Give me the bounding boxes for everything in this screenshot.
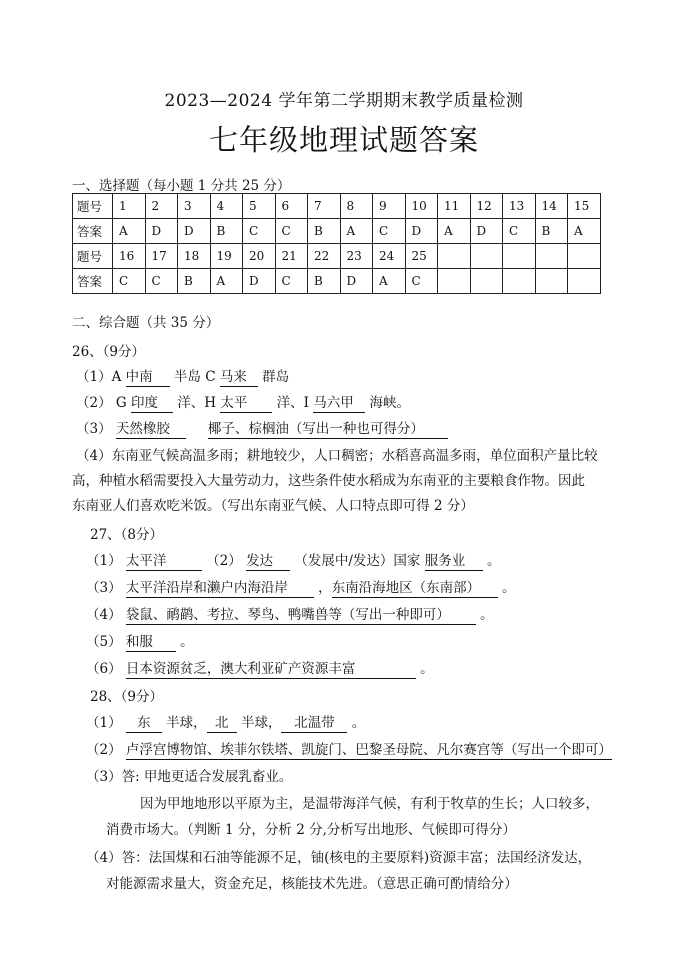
- answer-blank: 和服: [126, 634, 176, 652]
- table-cell: 4: [210, 194, 243, 219]
- q28-part4-line2: 对能源需求量大，资金充足，核能技术先进。（意思正确可酌情给分）: [106, 876, 518, 892]
- table-cell: 7: [308, 194, 341, 219]
- answer-blank: 北温带: [281, 715, 347, 733]
- q27-part3: （3） 太平洋沿岸和濑户内海沿岸 ，东南沿海地区（东南部） 。: [86, 580, 516, 596]
- table-cell: C: [145, 269, 178, 294]
- table-cell: 12: [470, 194, 503, 219]
- table-cell: B: [308, 269, 341, 294]
- table-cell: 1: [113, 194, 146, 219]
- q26-part4-line2: 高，种植水稻需要投入大量劳动力，这些条件使水稻成为东南亚的主要粮食作物。因此: [72, 473, 585, 489]
- q28-part3-line3: 消费市场大。（判断 1 分，分析 2 分,分析写出地形、气候即可得分）: [106, 822, 516, 838]
- q27-title: 27、（8分）: [90, 527, 164, 543]
- table-row: [73, 194, 601, 219]
- table-cell: [568, 269, 601, 294]
- table-cell: 3: [178, 194, 211, 219]
- table-cell: C: [275, 269, 308, 294]
- section2-heading: 二、综合题（共 35 分）: [72, 315, 220, 331]
- table-cell: A: [113, 219, 146, 244]
- q26-part4-line3: 东南亚人们喜欢吃米饭。（写出东南亚气候、人口特点即可得 2 分）: [72, 498, 474, 514]
- q27-part1-2: （1） 太平洋 （2） 发达 （发展中/发达）国家 服务业 。: [86, 553, 501, 569]
- table-cell: A: [373, 269, 406, 294]
- table-cell: [503, 269, 536, 294]
- table-cell: D: [145, 219, 178, 244]
- answer-blank: 东: [126, 715, 162, 733]
- table-row: [73, 219, 601, 244]
- q26-part4-line1: （4）东南亚气候高温多雨；耕地较少，人口稠密；水稻喜高温多雨，单位面积产量比较: [76, 448, 598, 464]
- answer-blank: 服务业: [425, 553, 483, 571]
- answer-blank: 发达: [246, 553, 290, 571]
- table-cell: 23: [340, 244, 373, 269]
- answer-blank: 太平洋: [126, 553, 202, 571]
- table-cell: 9: [373, 194, 406, 219]
- table-cell: [535, 244, 568, 269]
- q26-part2: （2） G 印度 洋、H 太平 洋、I 马六甲 海峡。: [76, 395, 411, 411]
- q27-part5: （5） 和服 。: [86, 634, 194, 650]
- q28-part4-line1: （4）答：法国煤和石油等能源不足，铀(核电的主要原料)资源丰富；法国经济发达，: [86, 850, 592, 866]
- answer-blank: 袋鼠、鸸鹋、考拉、琴鸟、鸭嘴兽等（写出一种即可）: [126, 607, 476, 625]
- answer-blank: 北: [207, 715, 237, 733]
- table-cell: 16: [113, 244, 146, 269]
- answer-blank: 马来: [220, 369, 258, 387]
- table-cell: 6: [275, 194, 308, 219]
- table-cell: C: [275, 219, 308, 244]
- table-cell: B: [210, 219, 243, 244]
- table-cell: C: [405, 269, 438, 294]
- table-cell: 25: [405, 244, 438, 269]
- q28-part3-line2: 因为甲地地形以平原为主，是温带海洋气候，有利于牧草的生长；人口较多，: [140, 796, 599, 812]
- table-cell: [470, 269, 503, 294]
- answer-blank: 中南: [126, 369, 170, 387]
- answer-blank: 卢浮宫博物馆、埃菲尔铁塔、凯旋门、巴黎圣母院、凡尔赛宫等（写出一个即可）: [125, 742, 612, 758]
- q27-part6: （6） 日本资源贫乏，澳大利亚矿产资源丰富 。: [86, 661, 434, 677]
- table-cell: 14: [535, 194, 568, 219]
- answer-blank: 印度: [131, 395, 173, 413]
- table-cell: 11: [438, 194, 471, 219]
- table-cell: D: [243, 269, 276, 294]
- answer-blank: 太平洋沿岸和濑户内海沿岸: [126, 580, 314, 598]
- table-row: [73, 269, 601, 294]
- table-cell: 20: [243, 244, 276, 269]
- answer-blank: 日本资源贫乏，澳大利亚矿产资源丰富: [126, 661, 416, 679]
- answer-blank: 马六甲: [313, 395, 365, 413]
- answer-blank: 天然橡胶: [116, 421, 186, 439]
- row-label: 题号: [73, 194, 113, 219]
- table-row: [73, 244, 601, 269]
- table-cell: C: [113, 269, 146, 294]
- row-label: 题号: [73, 244, 113, 269]
- table-cell: 17: [145, 244, 178, 269]
- q26-part1: （1）A 中南 半岛 C 马来 群岛: [76, 369, 290, 385]
- answer-table: [72, 193, 601, 294]
- table-cell: 10: [405, 194, 438, 219]
- q26-title: 26、（9分）: [72, 344, 146, 360]
- table-cell: A: [568, 219, 601, 244]
- section1-heading: 一、选择题（每小题 1 分共 25 分）: [72, 178, 291, 194]
- table-cell: B: [178, 269, 211, 294]
- table-cell: 15: [568, 194, 601, 219]
- q27-part4: （4） 袋鼠、鸸鹋、考拉、琴鸟、鸭嘴兽等（写出一种即可） 。: [86, 607, 494, 623]
- table-cell: [568, 244, 601, 269]
- table-cell: B: [535, 219, 568, 244]
- table-cell: A: [340, 219, 373, 244]
- q28-part3-line1: （3）答: 甲地更适合发展乳畜业。: [86, 769, 293, 785]
- table-cell: 2: [145, 194, 178, 219]
- table-cell: [438, 269, 471, 294]
- answer-blank: 东南沿海地区（东南部）: [332, 580, 498, 598]
- table-cell: B: [308, 219, 341, 244]
- table-cell: D: [340, 269, 373, 294]
- table-cell: 22: [308, 244, 341, 269]
- q28-part2: （2） 卢浮宫博物馆、埃菲尔铁塔、凯旋门、巴黎圣母院、凡尔赛宫等（写出一个即可）: [86, 742, 612, 758]
- table-cell: 18: [178, 244, 211, 269]
- answer-blank: 椰子、棕榈油（写出一种也可得分）: [208, 421, 448, 439]
- table-cell: [503, 244, 536, 269]
- table-cell: 5: [243, 194, 276, 219]
- q26-part3: （3） 天然橡胶 椰子、棕榈油（写出一种也可得分）: [76, 417, 448, 439]
- row-label: 答案: [73, 219, 113, 244]
- table-cell: A: [210, 269, 243, 294]
- table-cell: [535, 269, 568, 294]
- answer-blank: 太平: [220, 395, 272, 413]
- table-cell: 8: [340, 194, 373, 219]
- table-cell: [438, 244, 471, 269]
- table-cell: C: [503, 219, 536, 244]
- table-cell: [470, 244, 503, 269]
- table-cell: C: [243, 219, 276, 244]
- table-cell: 13: [503, 194, 536, 219]
- table-cell: C: [373, 219, 406, 244]
- q28-part1: （1） 东 半球， 北 半球， 北温带 。: [86, 715, 366, 731]
- table-cell: 19: [210, 244, 243, 269]
- table-cell: 24: [373, 244, 406, 269]
- table-cell: D: [470, 219, 503, 244]
- exam-subtitle: 2023—2024 学年第二学期期末教学质量检测: [164, 91, 524, 111]
- q28-title: 28、（9分）: [90, 689, 164, 705]
- table-cell: D: [405, 219, 438, 244]
- table-cell: A: [438, 219, 471, 244]
- exam-title: 七年级地理试题答案: [208, 123, 479, 157]
- table-cell: D: [178, 219, 211, 244]
- table-cell: 21: [275, 244, 308, 269]
- row-label: 答案: [73, 269, 113, 294]
